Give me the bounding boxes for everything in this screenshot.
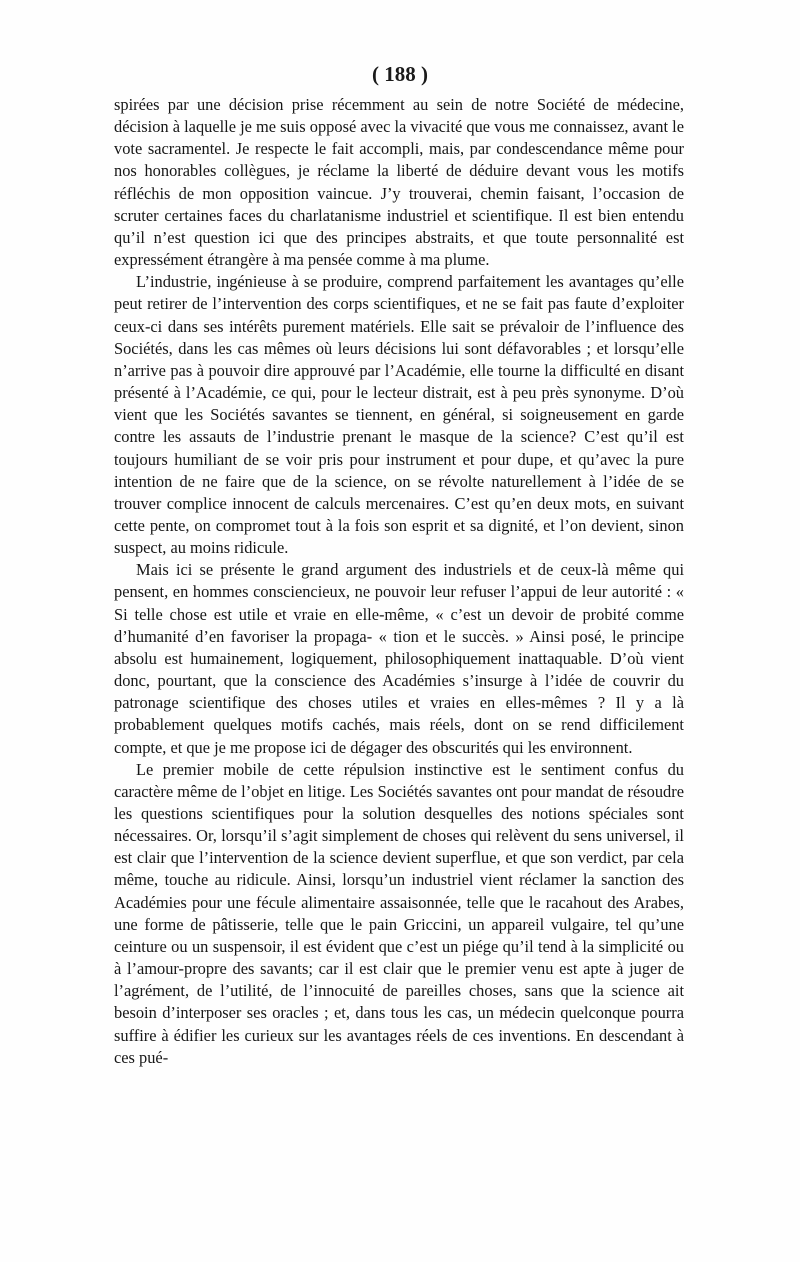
- page-number: ( 188 ): [372, 62, 428, 86]
- paragraph-2: L’industrie, ingénieuse à se produire, comprend parfaitement les avantages qu’elle peut retirer de l’intervention des corps scientifiques, et ne se fait pas faute d’exploiter ceux-ci dans ses intérêts purement matériels. Elle sait se prévaloir de l’influence des Sociétés, dans les cas mêmes où leurs décisions lui sont défavorables ; et lorsqu’elle n’arrive pas à pouvoir dire approuvé par l’Académie, elle tourne la difficulté en disant présenté à l’Académie, ce qui, pour le lecteur distrait, est à peu près synonyme. D’où vient que les Sociétés savantes se tiennent, en général, si soigneusement en garde contre les assauts de l’industrie prenant le masque de la science? C’est qu’il est toujours humiliant de se voir pris pour instrument et pour dupe, et qu’avec la pure intention de ne faire que de la science, on se révolte naturellement à l’idée de se trouver complice innocent de calculs mercenaires. C’est qu’en deux mots, en suivant cette pente, on compromet tout à la fois son esprit et sa dignité, et l’on devient, sinon suspect, au moins ridicule.: [114, 272, 684, 558]
- paragraph-1: spirées par une décision prise récemment au sein de notre Société de médecine, décision à laquelle je me suis opposé avec la vivacité que vous me connaissez, avant le vote sacramentel. Je respecte le fait accompli, mais, par condescendance même pour nos honorables collègues, je réclame la liberté de déduire devant vous les motifs réfléchis de mon opposition vaincue. J’y trouverai, chemin faisant, l’occasion de scruter certaines faces du charlatanisme industriel et scientifique. Il est bien entendu qu’il n’est question ici que des principes abstraits, et que toute personnalité est expressément étrangère à ma pensée comme à ma plume.: [114, 95, 684, 270]
- paragraph-3: Mais ici se présente le grand argument des industriels et de ceux-là même qui pensent, en hommes consciencieux, ne pouvoir leur refuser l’appui de leur autorité : « Si telle chose est utile et vraie en elle-même, « c’est un devoir de probité comme d’humanité d’en favoriser la propaga- « tion et le succès. » Ainsi posé, le principe absolu est humainement, logiquement, philosophiquement inattaquable. D’où vient donc, pourtant, que la conscience des Académies s’insurge à l’idée de couvrir du patronage scientifique des choses utiles et vraies en elles-mêmes ? Il y a là probablement quelques motifs cachés, mais réels, dont on se rend difficilement compte, et que je me propose ici de dégager des obscurités qui les environnent.: [114, 560, 684, 757]
- body-text: [114, 94, 684, 1069]
- paragraph-4: Le premier mobile de cette répulsion instinctive est le sentiment confus du caractère même de l’objet en litige. Les Sociétés savantes ont pour mandat de résoudre les questions scientifiques pour la solution desquelles des notions spéciales sont nécessaires. Or, lorsqu’il s’agit simplement de choses qui relèvent du sens universel, il est clair que l’intervention de la science devient superflue, et que son verdict, par cela même, touche au ridicule. Ainsi, lorsqu’un industriel vient réclamer la sanction des Académies pour une fécule alimentaire assaisonnée, telle que le racahout des Arabes, une forme de pâtisserie, telle que le pain Griccini, un appareil vulgaire, tel qu’une ceinture ou un suspensoir, il est évident que c’est un piége qu’il tend à la simplicité ou à l’amour-propre des savants; car il est clair que le premier venu est apte à juger de l’agrément, de l’utilité, de l’innocuité de pareilles choses, sans que la science ait besoin d’interposer ses oracles ; et, dans tous les cas, un médecin quelconque pourra suffire à édifier les curieux sur les avantages réels de ces inventions. En descendant à ces pué-: [114, 759, 684, 1067]
